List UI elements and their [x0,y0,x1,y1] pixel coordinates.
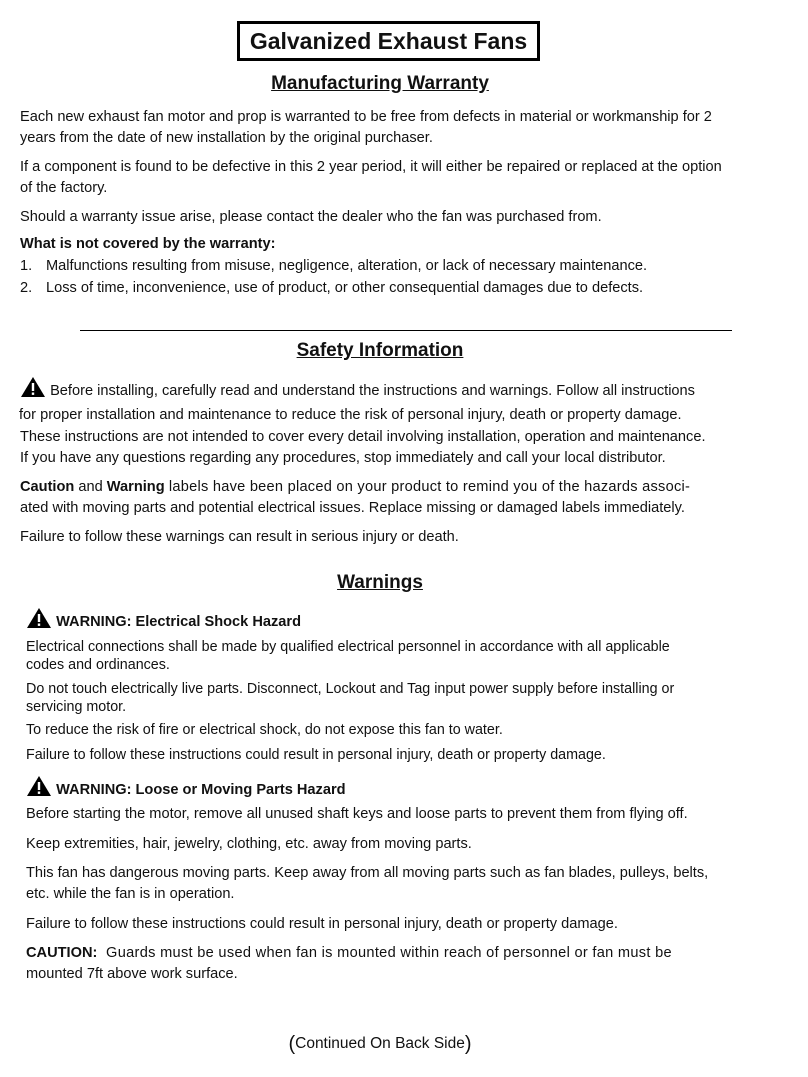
warning-triangle-icon [26,607,52,633]
continued-footer: (Continued On Back Side) [288,1033,472,1055]
caution-label: CAUTION: [26,945,98,961]
moving-paragraph-3: This fan has dangerous moving parts. Keep away from all moving parts such as fan blades, pulleys, belts, etc. while the fan is in operation. [26,865,709,902]
electrical-paragraph-3: To reduce the risk of fire or electrical shock, do not expose this fan to water. [26,722,503,738]
section-divider [80,330,732,331]
electrical-paragraph-2: Do not touch electrically live parts. Disconnect, Lockout and Tag input power supply before installing or servicing motor. [26,681,675,715]
safety-paragraph-2: These instructions are not intended to cover every detail involving installation, operation and maintenance. If you have any questions regarding any procedures, stop immediately and call your local distributor. [20,429,706,466]
safety-paragraph-1: Before installing, carefully read and understand the instructions and warnings. Follow all instructions for proper installation and maintenance to reduce the risk of personal injury, death or property damage. [20,376,695,426]
electrical-paragraph-4: Failure to follow these instructions could result in personal injury, death or property damage. [26,747,606,763]
not-covered-label: What is not covered by the warranty: [20,236,276,252]
warranty-heading: Manufacturing Warranty [271,73,489,94]
moving-paragraph-2: Keep extremities, hair, jewelry, clothing, etc. away from moving parts. [26,836,472,852]
safety-paragraph-3: Caution and Warning labels have been placed on your product to remind you of the hazards associ- ated with moving parts and potential electrical issues. Replace missing or damaged labels immediately. [20,479,691,516]
caution-label: Caution [20,479,75,495]
warning-triangle-icon [20,376,46,405]
warning-label: Warning [106,479,165,495]
list-item: 1. Malfunctions resulting from misuse, negligence, alteration, or lack of necessary maintenance. [20,258,648,274]
moving-parts-warning-title: WARNING: Loose or Moving Parts Hazard [26,775,346,801]
safety-paragraph-4: Failure to follow these warnings can result in serious injury or death. [20,529,459,545]
warranty-paragraph-3: Should a warranty issue arise, please contact the dealer who the fan was purchased from. [20,209,602,225]
warnings-heading: Warnings [337,572,423,593]
warranty-paragraph-1: Each new exhaust fan motor and prop is warranted to be free from defects in material or workmanship for 2 years from the date of new installation by the original purchaser. [20,109,712,146]
moving-paragraph-1: Before starting the motor, remove all unused shaft keys and loose parts to prevent them from flying off. [26,806,688,822]
list-item: 2. Loss of time, inconvenience, use of product, or other consequential damages due to defects. [20,280,644,296]
warning-triangle-icon [26,775,52,801]
safety-heading: Safety Information [296,340,464,361]
moving-paragraph-4: Failure to follow these instructions could result in personal injury, death or property damage. [26,916,618,932]
electrical-paragraph-1: Electrical connections shall be made by qualified electrical personnel in accordance with all applicable codes and ordinances. [26,639,670,673]
warranty-paragraph-2: If a component is found to be defective in this 2 year period, it will either be repaired or replaced at the option of the factory. [20,159,722,196]
electrical-warning-title: WARNING: Electrical Shock Hazard [26,607,301,633]
caution-paragraph: CAUTION: Guards must be used when fan is mounted within reach of personnel or fan must be mounted 7ft above work surface. [26,945,672,982]
document-title: Galvanized Exhaust Fans [237,21,540,61]
